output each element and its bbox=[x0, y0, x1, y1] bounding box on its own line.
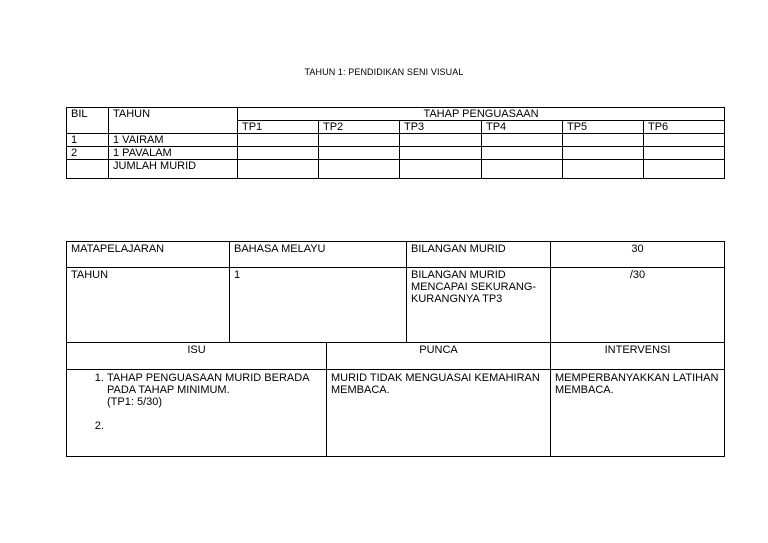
header-tahun: TAHUN bbox=[109, 108, 238, 134]
label-matapelajaran: MATAPELAJARAN bbox=[67, 242, 230, 268]
header-isu: ISU bbox=[67, 343, 327, 370]
cell-tp bbox=[644, 147, 725, 160]
cell-punca: MURID TIDAK MENGUASAI KEMAHIRAN MEMBACA. bbox=[327, 370, 551, 457]
cell-jumlah-murid: JUMLAH MURID bbox=[109, 160, 238, 179]
cell-tp bbox=[482, 134, 563, 147]
header-tp3: TP3 bbox=[400, 121, 482, 134]
label-bilangan-mencapai: BILANGAN MURID MENCAPAI SEKURANG-KURANGNYA TP3 bbox=[407, 268, 551, 343]
value-tahun: 1 bbox=[230, 268, 407, 343]
cell-tp bbox=[482, 160, 563, 179]
header-tp1: TP1 bbox=[238, 121, 319, 134]
header-bil: BIL bbox=[67, 108, 109, 134]
cell-tp bbox=[482, 147, 563, 160]
table-row bbox=[67, 134, 725, 147]
header-tahap-penguasaan: TAHAP PENGUASAAN bbox=[238, 108, 725, 121]
cell-tp bbox=[563, 147, 644, 160]
cell-tp bbox=[563, 160, 644, 179]
cell-tp bbox=[644, 160, 725, 179]
cell-tp bbox=[644, 134, 725, 147]
cell-tp bbox=[319, 134, 400, 147]
value-bilangan-murid: 30 bbox=[551, 242, 725, 268]
cell-tp bbox=[319, 160, 400, 179]
cell-tp bbox=[563, 134, 644, 147]
cell-isu bbox=[67, 370, 327, 457]
cell-bil bbox=[67, 160, 109, 179]
analisis-table bbox=[66, 241, 725, 457]
value-bilangan-mencapai: /30 bbox=[551, 268, 725, 343]
list-item bbox=[107, 420, 322, 432]
cell-tp bbox=[238, 134, 319, 147]
isu-list bbox=[71, 372, 322, 432]
cell-tp bbox=[400, 160, 482, 179]
header-intervensi: INTERVENSI bbox=[551, 343, 725, 370]
cell-tahun: 1 PAVALAM bbox=[109, 147, 238, 160]
header-punca: PUNCA bbox=[327, 343, 551, 370]
isu-item-1-detail: (TP1: 5/30) bbox=[107, 396, 163, 408]
list-item bbox=[107, 372, 322, 408]
cell-tahun: 1 VAIRAM bbox=[109, 134, 238, 147]
tahap-penguasaan-table bbox=[66, 107, 725, 179]
cell-tp bbox=[319, 147, 400, 160]
document-title: TAHUN 1: PENDIDIKAN SENI VISUAL bbox=[304, 67, 464, 77]
header-tp5: TP5 bbox=[563, 121, 644, 134]
header-tp6: TP6 bbox=[644, 121, 725, 134]
cell-tp bbox=[238, 160, 319, 179]
cell-tp bbox=[400, 134, 482, 147]
cell-tp bbox=[238, 147, 319, 160]
cell-tp bbox=[400, 147, 482, 160]
header-tp2: TP2 bbox=[319, 121, 400, 134]
cell-bil: 2 bbox=[67, 147, 109, 160]
table-row bbox=[67, 160, 725, 179]
label-bilangan-murid: BILANGAN MURID bbox=[407, 242, 551, 268]
label-tahun: TAHUN bbox=[67, 268, 230, 343]
isu-item-1: TAHAP PENGUASAAN MURID BERADA PADA TAHAP MINIMUM. bbox=[107, 372, 309, 396]
cell-intervensi: MEMPERBANYAKKAN LATIHAN MEMBACA. bbox=[551, 370, 725, 457]
header-tp4: TP4 bbox=[482, 121, 563, 134]
table-row bbox=[67, 147, 725, 160]
value-matapelajaran: BAHASA MELAYU bbox=[230, 242, 407, 268]
cell-bil: 1 bbox=[67, 134, 109, 147]
